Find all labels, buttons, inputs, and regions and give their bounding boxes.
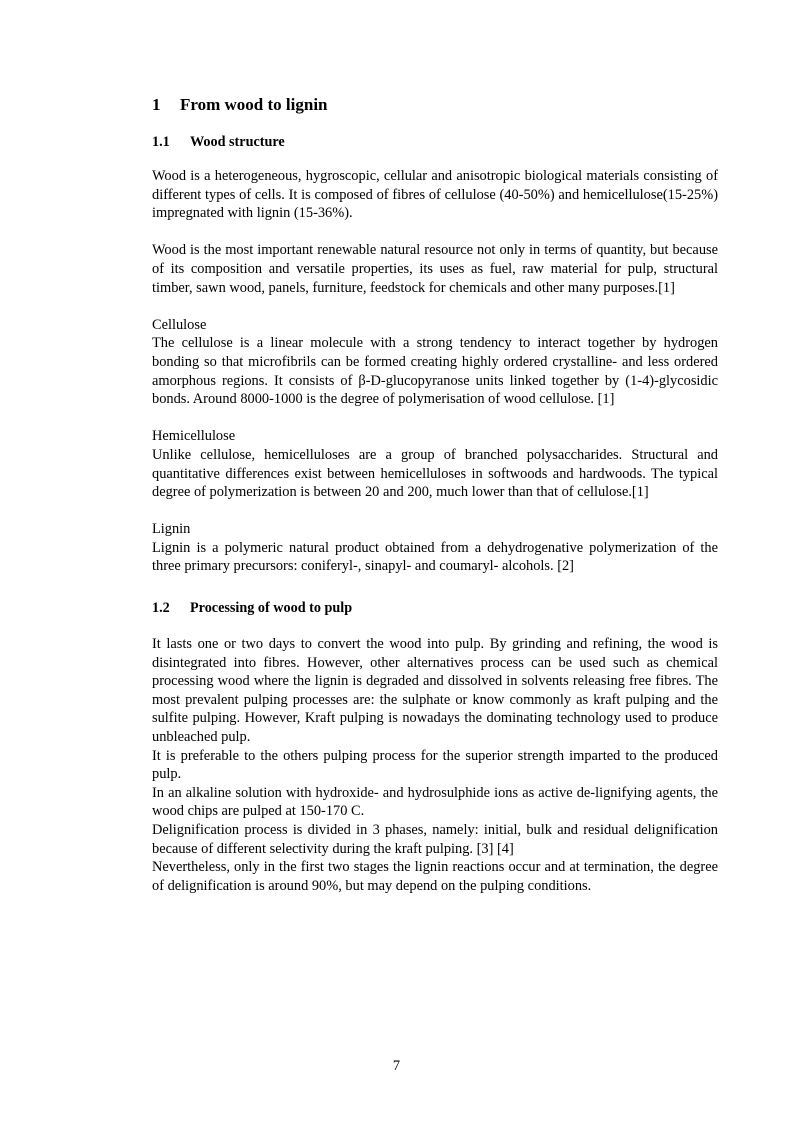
pulp-paragraph-4: Delignification process is divided in 3 phases, namely: initial, bulk and residual delignification because of different selectivity during the kraft pulping. [3] [4] (152, 822, 718, 857)
pulp-paragraph-3: In an alkaline solution with hydroxide- and hydrosulphide ions as active de-lignifying agents, the wood chips are pulped at 150-170 C. (152, 784, 718, 820)
pulp-paragraph-5: Nevertheless, only in the first two stages the lignin reactions occur and at termination, the degree of delignification is around 90%, but may depend on the pulping conditions. (152, 859, 718, 894)
hemicellulose-heading: Hemicellulose (152, 428, 236, 445)
section-1-2-title: Processing of wood to pulp (190, 600, 353, 617)
cellulose-paragraph: The cellulose is a linear molecule with a strong tendency to interact together by hydrogen bonding so that microfibrils can be formed creating highly ordered crystalline- and less ordered amorphous regions. It consists of β-D-glucopyranose units linked together by (1-4)-glycosidic bonds. Around 8000-1000 is the degree of polymerisation of wood cellulose. [1] (152, 335, 718, 408)
pulp-paragraph-2: It is preferable to the others pulping process for the superior strength imparted to the produced pulp. (152, 747, 718, 783)
wood-structure-paragraph-2: Wood is the most important renewable natural resource not only in terms of quantity, but because of its composition and versatile properties, its uses as fuel, raw material for pulp, structural timber, sawn wood, panels, furniture, feedstock for chemicals and other many purposes.[1] (152, 242, 718, 296)
wood-structure-paragraph-1: Wood is a heterogeneous, hygroscopic, cellular and anisotropic biological materials consisting of different types of cells. It is composed of fibres of cellulose (40-50%) and hemicellulose(15-25%) impregnated with lignin (15-36%). (152, 168, 718, 222)
section-1-1-title: Wood structure (190, 134, 285, 150)
lignin-paragraph: Lignin is a polymeric natural product obtained from a dehydrogenative polymerization of the three primary precursors: coniferyl-, sinapyl- and coumaryl- alcohols. [2] (152, 539, 718, 575)
section-1-heading (152, 94, 718, 116)
section-1-1-number: 1.1 (152, 134, 170, 150)
section-1-number: 1 (152, 95, 161, 114)
page-number: 7 (392, 1058, 401, 1074)
section-1-title: From wood to lignin (180, 95, 328, 114)
page-content (152, 94, 718, 895)
pulp-paragraph-1: It lasts one or two days to convert the wood into pulp. By grinding and refining, the wood is disintegrated into fibres. However, other alternatives process can be used such as chemical processing wood where the lignin is degraded and dissolved in solvents releasing free fibres. The most prevalent pulping processes are: the sulphate or know commonly as kraft pulping and the sulfite pulping. However, Kraft pulping is nowadays the dominating technology used to produce unbleached pulp. (152, 636, 718, 746)
section-1-1-heading (152, 133, 718, 151)
section-1-2-heading (152, 599, 718, 617)
cellulose-heading: Cellulose (152, 316, 207, 333)
section-1-2-number: 1.2 (152, 600, 170, 617)
hemicellulose-paragraph: Unlike cellulose, hemicelluloses are a group of branched polysaccharides. Structural and quantitative differences exist between hemicelluloses in softwoods and hardwoods. The typical degree of polymerization is between 20 and 200, much lower than that of cellulose.[1] (152, 446, 718, 501)
lignin-heading: Lignin (152, 521, 191, 538)
